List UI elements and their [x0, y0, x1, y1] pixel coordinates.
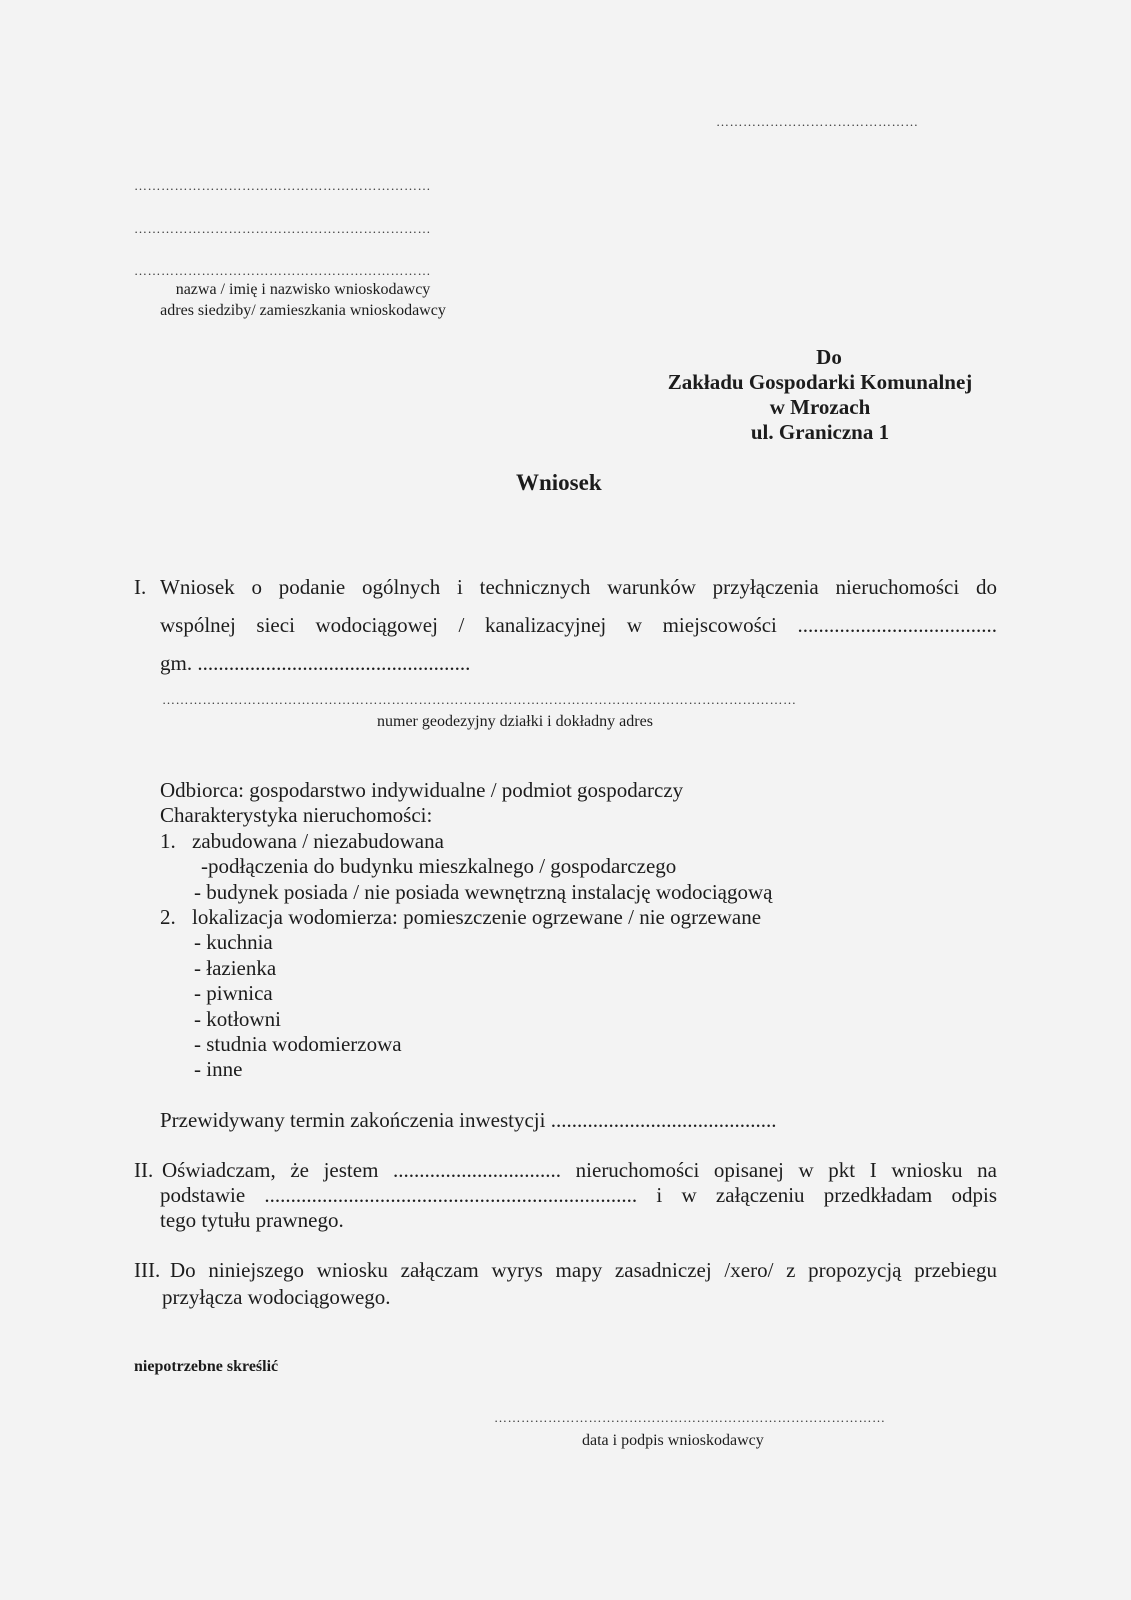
property-details	[160, 778, 772, 1083]
section2-line-1: Oświadczam, że jestem ................................ nieruchomości opisanej w pkt I wniosku na	[162, 1158, 997, 1182]
location-option: - kuchnia	[194, 930, 273, 955]
location-option: - studnia wodomierzowa	[194, 1032, 402, 1057]
location-option: - łazienka	[194, 955, 277, 980]
property-item-1	[160, 829, 772, 854]
applicant-caption-name: nazwa / imię i nazwisko wnioskodawcy	[175, 281, 431, 298]
section1-numeral: I.	[134, 575, 147, 599]
location-option: - inne	[194, 1057, 243, 1082]
applicant-dots-1: …………………………………………………………	[134, 178, 431, 193]
recipient-line-street: ul. Graniczna 1	[750, 420, 890, 444]
strike-note: niepotrzebne skreślić	[134, 1358, 279, 1375]
section1-line-2: wspólnej sieci wodociągowej / kanalizacyjnej w miejscowości ......................................	[160, 613, 997, 637]
parcel-caption: numer geodezyjny działki i dokładny adres	[377, 713, 653, 730]
parcel-dots: ……………………………………………………………………………………………………………………………	[162, 692, 797, 707]
location-option: - kotłowni	[194, 1006, 281, 1031]
property-item-1-sub-2: - budynek posiada / nie posiada wewnętrzną instalację wodociągową	[194, 879, 773, 904]
recipient-block	[640, 345, 1000, 445]
section3-line-1: Do niniejszego wniosku załączam wyrys mapy zasadniczej /xero/ z propozycją przebiegu	[170, 1258, 997, 1282]
item-number: 1.	[160, 828, 176, 853]
property-heading: Charakterystyka nieruchomości:	[160, 803, 433, 828]
completion-date-line: Przewidywany termin zakończenia inwestycji ...........................................	[160, 1108, 777, 1132]
section3-line-2: przyłącza wodociągowego.	[162, 1285, 391, 1309]
section2-line-2: podstawie ....................................................................... i w załączeniu przedkładam odpis	[160, 1183, 997, 1207]
item-number: 2.	[160, 905, 176, 930]
recipient-line-org: Zakładu Gospodarki Komunalnej	[667, 370, 973, 394]
section2-numeral: II.	[134, 1158, 154, 1182]
section1-line-3: gm. ....................................................	[160, 651, 471, 675]
recipient-line-city: w Mrozach	[769, 395, 871, 419]
page-title: Wniosek	[516, 470, 602, 495]
signature-dots: ……………………………………………………………………………	[494, 1410, 886, 1425]
section2-line-3: tego tytułu prawnego.	[160, 1208, 344, 1232]
section3-numeral: III.	[134, 1258, 161, 1282]
item-text: zabudowana / niezabudowana	[192, 828, 444, 853]
recipient-line-to: Do	[816, 345, 842, 369]
recipient-type: Odbiorca: gospodarstwo indywidualne / podmiot gospodarczy	[160, 778, 684, 802]
section1-line-1: Wniosek o podanie ogólnych i technicznych warunków przyłączenia nieruchomości do	[160, 575, 997, 599]
signature-caption: data i podpis wnioskodawcy	[582, 1432, 764, 1449]
property-item-2	[160, 905, 772, 930]
property-item-1-sub-1: -podłączenia do budynku mieszkalnego / gospodarczego	[201, 854, 677, 879]
applicant-dots-3: …………………………………………………………	[134, 263, 431, 278]
applicant-dots-2: …………………………………………………………	[134, 221, 431, 236]
location-option: - piwnica	[194, 981, 273, 1006]
applicant-caption-address: adres siedziby/ zamieszkania wnioskodawcy	[160, 302, 446, 319]
date-place-dots: ………………………………………	[716, 114, 919, 129]
item-text: lokalizacja wodomierza: pomieszczenie ogrzewane / nie ogrzewane	[192, 905, 762, 930]
